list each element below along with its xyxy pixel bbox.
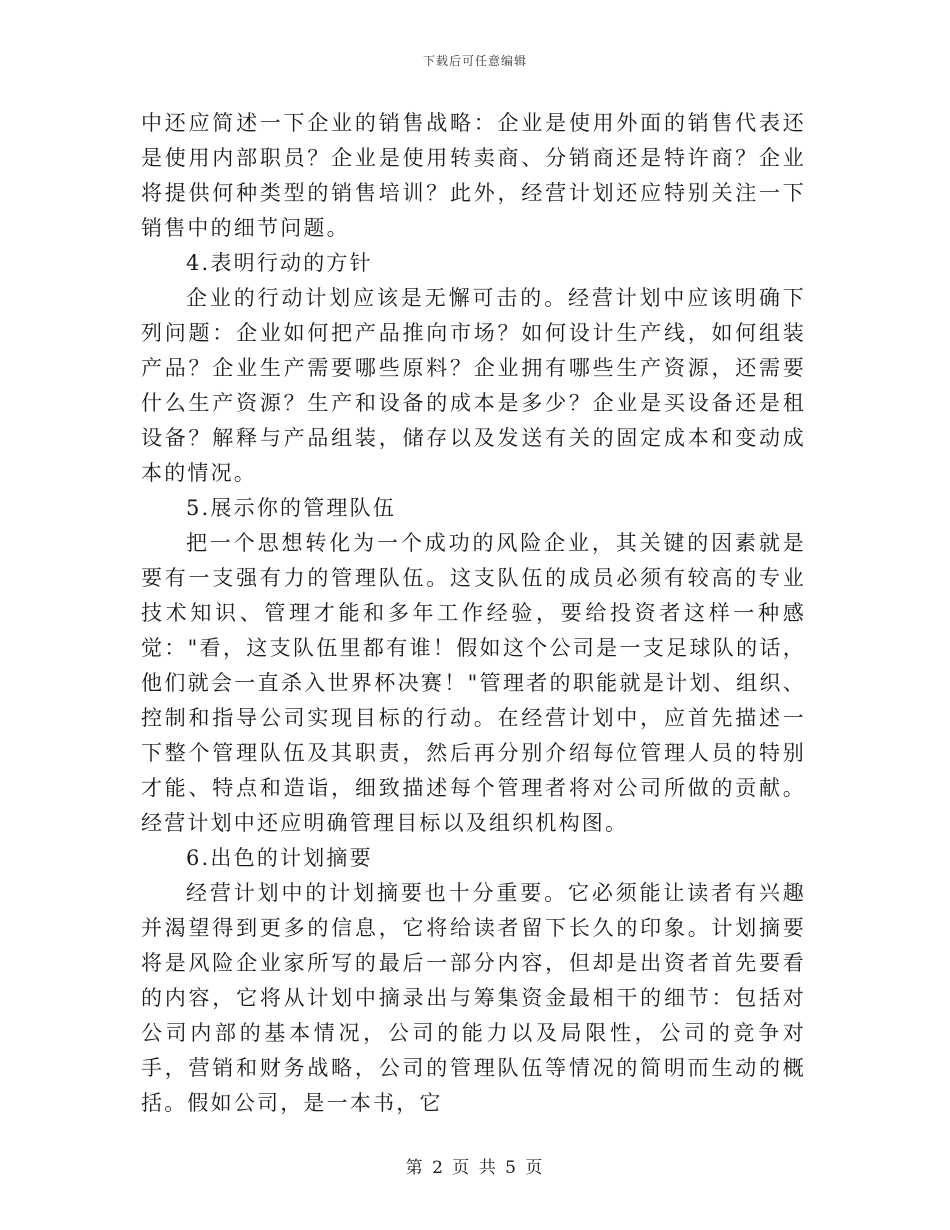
- paragraph-intro: 中还应简述一下企业的销售战略：企业是使用外面的销售代表还是使用内部职员？企业是使用转卖商、分销商还是特许商？企业将提供何种类型的销售培训？此外，经营计划还应特别关注一下销售中的细节问题。: [141, 111, 806, 240]
- section-heading-5: 5.展示你的管理队伍: [186, 496, 397, 520]
- section-heading-6: 6.出色的计划摘要: [186, 846, 373, 870]
- section-heading-4: 4.表明行动的方针: [186, 251, 373, 275]
- page-number-footer: 第 2 页 共 5 页: [405, 1158, 545, 1178]
- paragraph-section-6: 经营计划中的计划摘要也十分重要。它必须能让读者有兴趣并渴望得到更多的信息，它将给读者留下长久的印象。计划摘要将是风险企业家所写的最后一部分内容，但却是出资者首先要看的内容，它将从计划中摘录出与筹集资金最相干的细节：包括对公司内部的基本情况，公司的能力以及局限性，公司的竞争对手，营销和财务战略，公司的管理队伍等情况的简明而生动的概括。假如公司，是一本书，它: [141, 881, 806, 1115]
- paragraph-section-4: 企业的行动计划应该是无懈可击的。经营计划中应该明确下列问题：企业如何把产品推向市场？如何设计生产线，如何组装产品？企业生产需要哪些原料？企业拥有哪些生产资源，还需要什么生产资源？生产和设备的成本是多少？企业是买设备还是租设备？解释与产品组装，储存以及发送有关的固定成本和变动成本的情况。: [141, 286, 806, 485]
- paragraph-section-5: 把一个思想转化为一个成功的风险企业，其关键的因素就是要有一支强有力的管理队伍。这支队伍的成员必须有较高的专业技术知识、管理才能和多年工作经验，要给投资者这样一种感觉："看，这支队伍里都有谁！假如这个公司是一支足球队的话，他们就会一直杀入世界杯决赛！"管理者的职能就是计划、组织、控制和指导公司实现目标的行动。在经营计划中，应首先描述一下整个管理队伍及其职责，然后再分别介绍每位管理人员的特别才能、特点和造诣，细致描述每个管理者将对公司所做的贡献。经营计划中还应明确管理目标以及组织机构图。: [141, 531, 806, 835]
- document-body: [141, 106, 806, 1121]
- page-header: 下载后可任意编辑: [422, 54, 527, 68]
